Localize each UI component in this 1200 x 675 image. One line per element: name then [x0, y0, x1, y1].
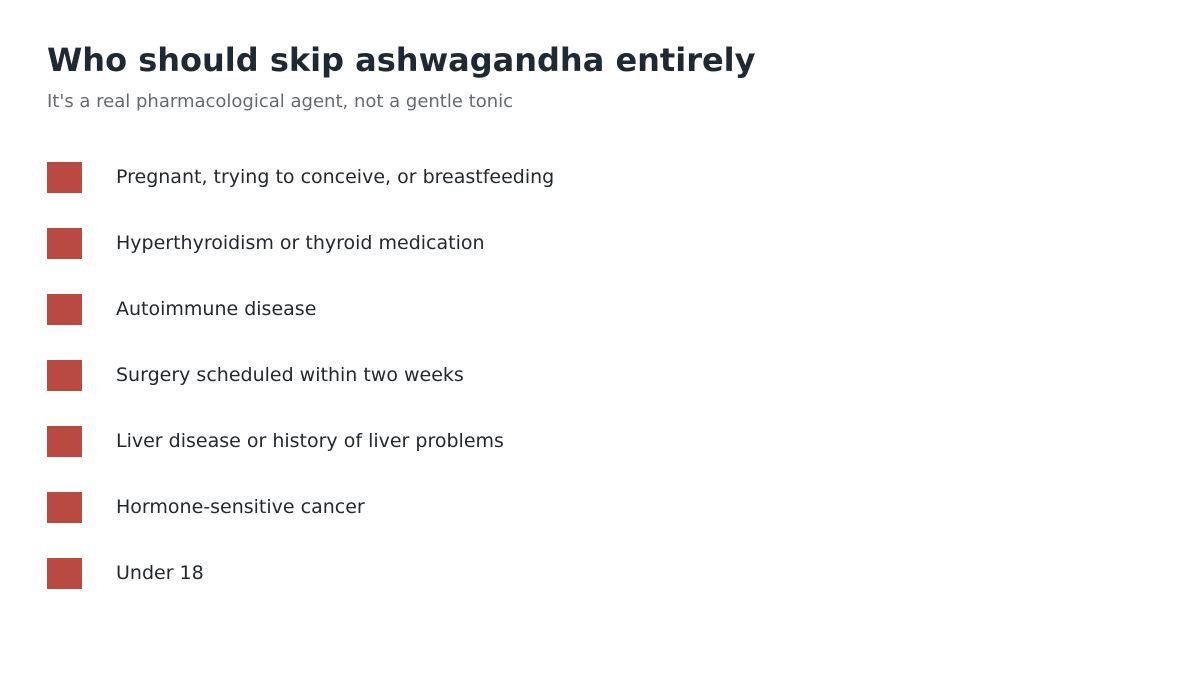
page-subtitle: It's a real pharmacological agent, not a gentle tonic — [47, 91, 514, 112]
list-item-label: Hormone-sensitive cancer — [116, 496, 365, 518]
list-item-label: Under 18 — [116, 562, 204, 584]
list-item-label: Autoimmune disease — [116, 298, 317, 320]
list-item-label: Surgery scheduled within two weeks — [116, 364, 464, 386]
red-square-icon — [47, 162, 82, 193]
list-item — [47, 161, 554, 193]
list-item — [47, 359, 554, 391]
list-item — [47, 293, 554, 325]
list-item-label: Hyperthyroidism or thyroid medication — [116, 232, 485, 254]
red-square-icon — [47, 294, 82, 325]
list-item — [47, 227, 554, 259]
red-square-icon — [47, 492, 82, 523]
contraindication-list — [47, 161, 554, 623]
list-item — [47, 491, 554, 523]
list-item — [47, 425, 554, 457]
list-item — [47, 557, 554, 589]
red-square-icon — [47, 360, 82, 391]
red-square-icon — [47, 426, 82, 457]
page-title: Who should skip ashwagandha entirely — [47, 41, 756, 79]
list-item-label: Liver disease or history of liver problems — [116, 430, 504, 452]
red-square-icon — [47, 228, 82, 259]
list-item-label: Pregnant, trying to conceive, or breastfeeding — [116, 166, 555, 188]
red-square-icon — [47, 558, 82, 589]
